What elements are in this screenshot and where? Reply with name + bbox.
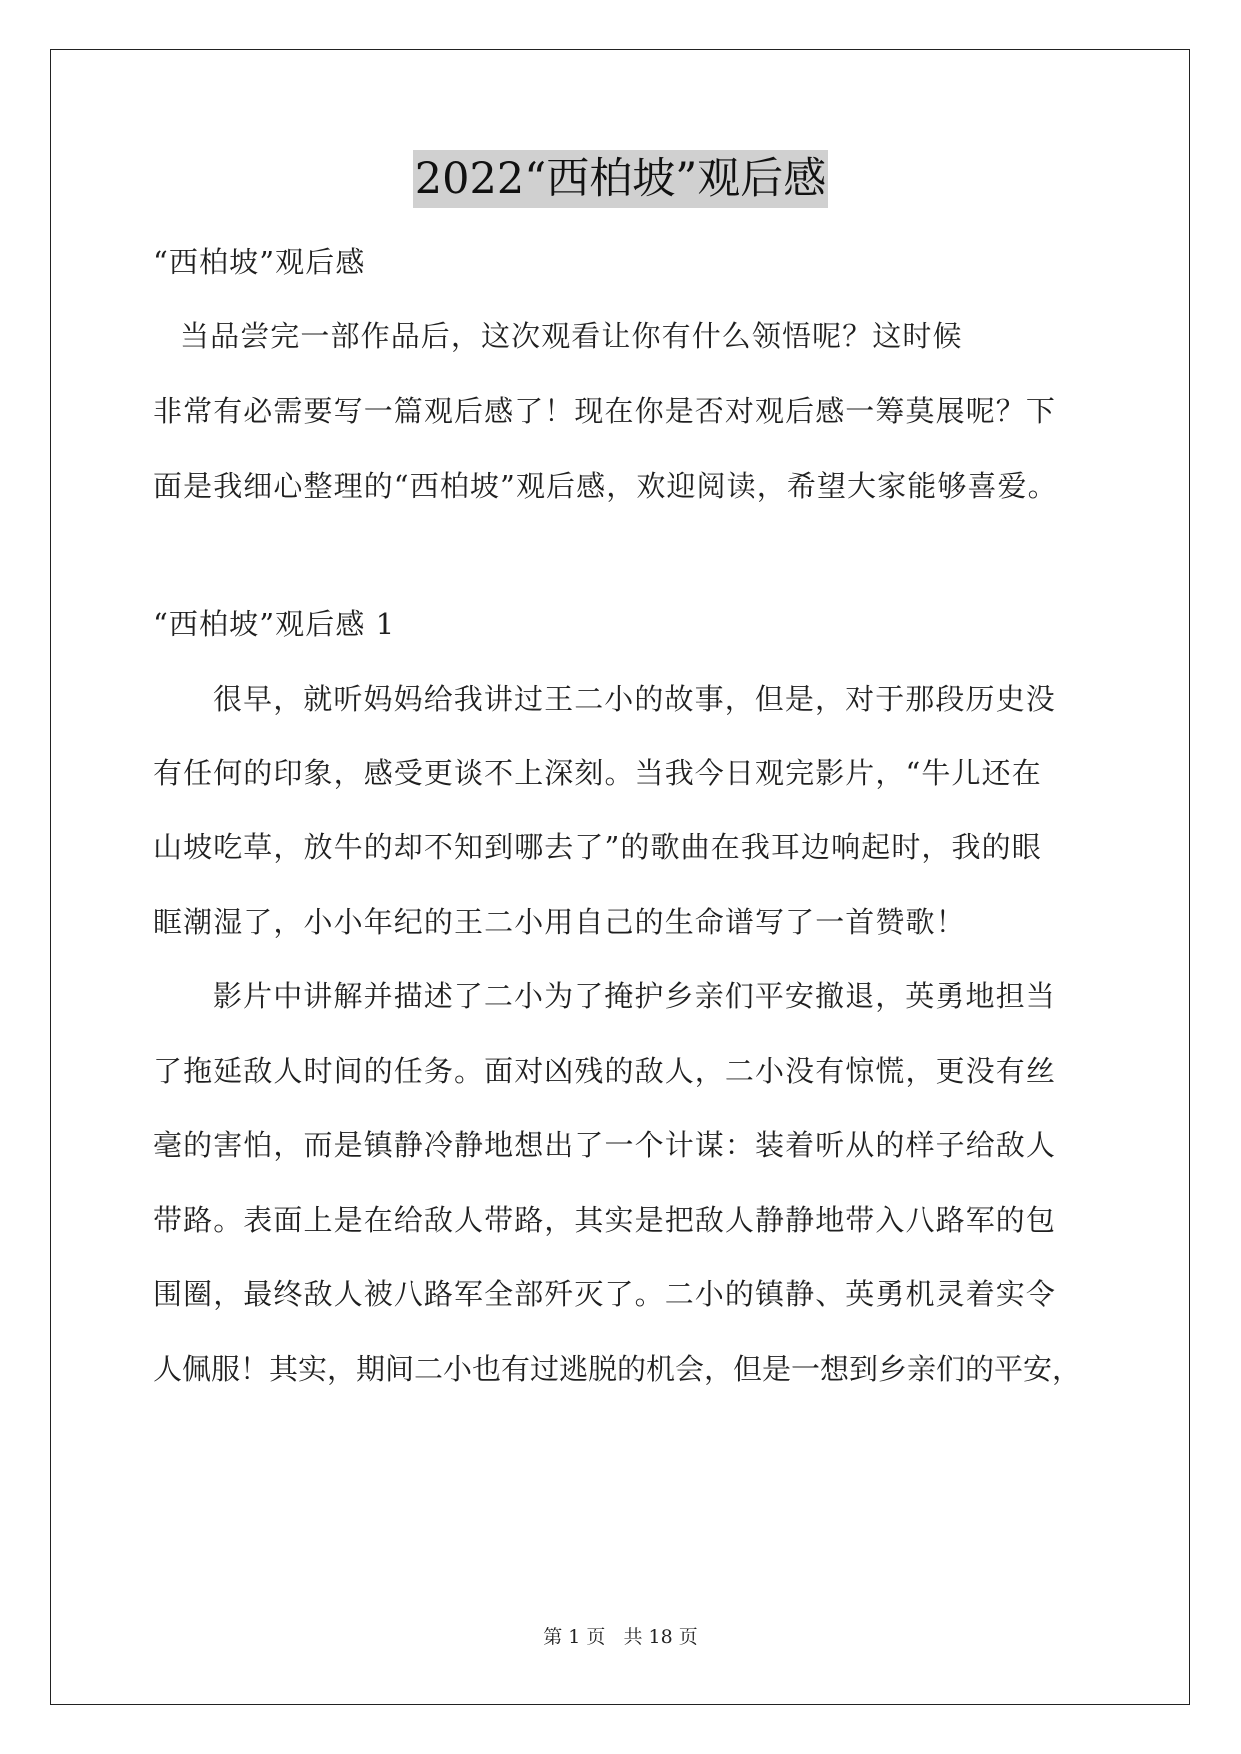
paragraph-line: 毫的害怕，而是镇静冷静地想出了一个计谋：装着听从的样子给敌人 — [153, 1128, 1057, 1162]
page-footer: 第 1 页 共 18 页 — [543, 1626, 698, 1648]
page-border — [50, 49, 1190, 1705]
subtitle: “西柏坡”观后感 — [153, 245, 366, 279]
paragraph-line: 人佩服！其实，期间二小也有过逃脱的机会，但是一想到乡亲们的平安， — [153, 1352, 1082, 1386]
document-title: 2022“西柏坡”观后感 — [413, 150, 828, 208]
paragraph-line: 影片中讲解并描述了二小为了掩护乡亲们平安撤退，英勇地担当 — [213, 979, 1056, 1013]
section-heading: “西柏坡”观后感 1 — [153, 607, 396, 641]
title-container — [0, 150, 1241, 208]
paragraph-line: 面是我细心整理的“西柏坡”观后感，欢迎阅读，希望大家能够喜爱。 — [153, 469, 1058, 503]
paragraph-line: 有任何的印象，感受更谈不上深刻。当我今日观完影片，“牛儿还在 — [153, 756, 1042, 790]
paragraph-line: 很早，就听妈妈给我讲过王二小的故事，但是，对于那段历史没 — [213, 682, 1056, 716]
paragraph-line: 了拖延敌人时间的任务。面对凶残的敌人，二小没有惊慌，更没有丝 — [153, 1054, 1057, 1088]
paragraph-line: 非常有必需要写一篇观后感了！现在你是否对观后感一筹莫展呢？下 — [153, 394, 1057, 428]
paragraph-line: 带路。表面上是在给敌人带路，其实是把敌人静静地带入八路军的包 — [153, 1203, 1057, 1237]
paragraph-line: 山坡吃草，放牛的却不知到哪去了”的歌曲在我耳边响起时，我的眼 — [153, 830, 1042, 864]
paragraph-line: 当品尝完一部作品后，这次观看让你有什么领悟呢？这时候 — [180, 319, 963, 353]
paragraph-line: 围圈，最终敌人被八路军全部歼灭了。二小的镇静、英勇机灵着实令 — [153, 1277, 1057, 1311]
paragraph-line: 眶潮湿了，小小年纪的王二小用自己的生命谱写了一首赞歌！ — [153, 905, 966, 939]
